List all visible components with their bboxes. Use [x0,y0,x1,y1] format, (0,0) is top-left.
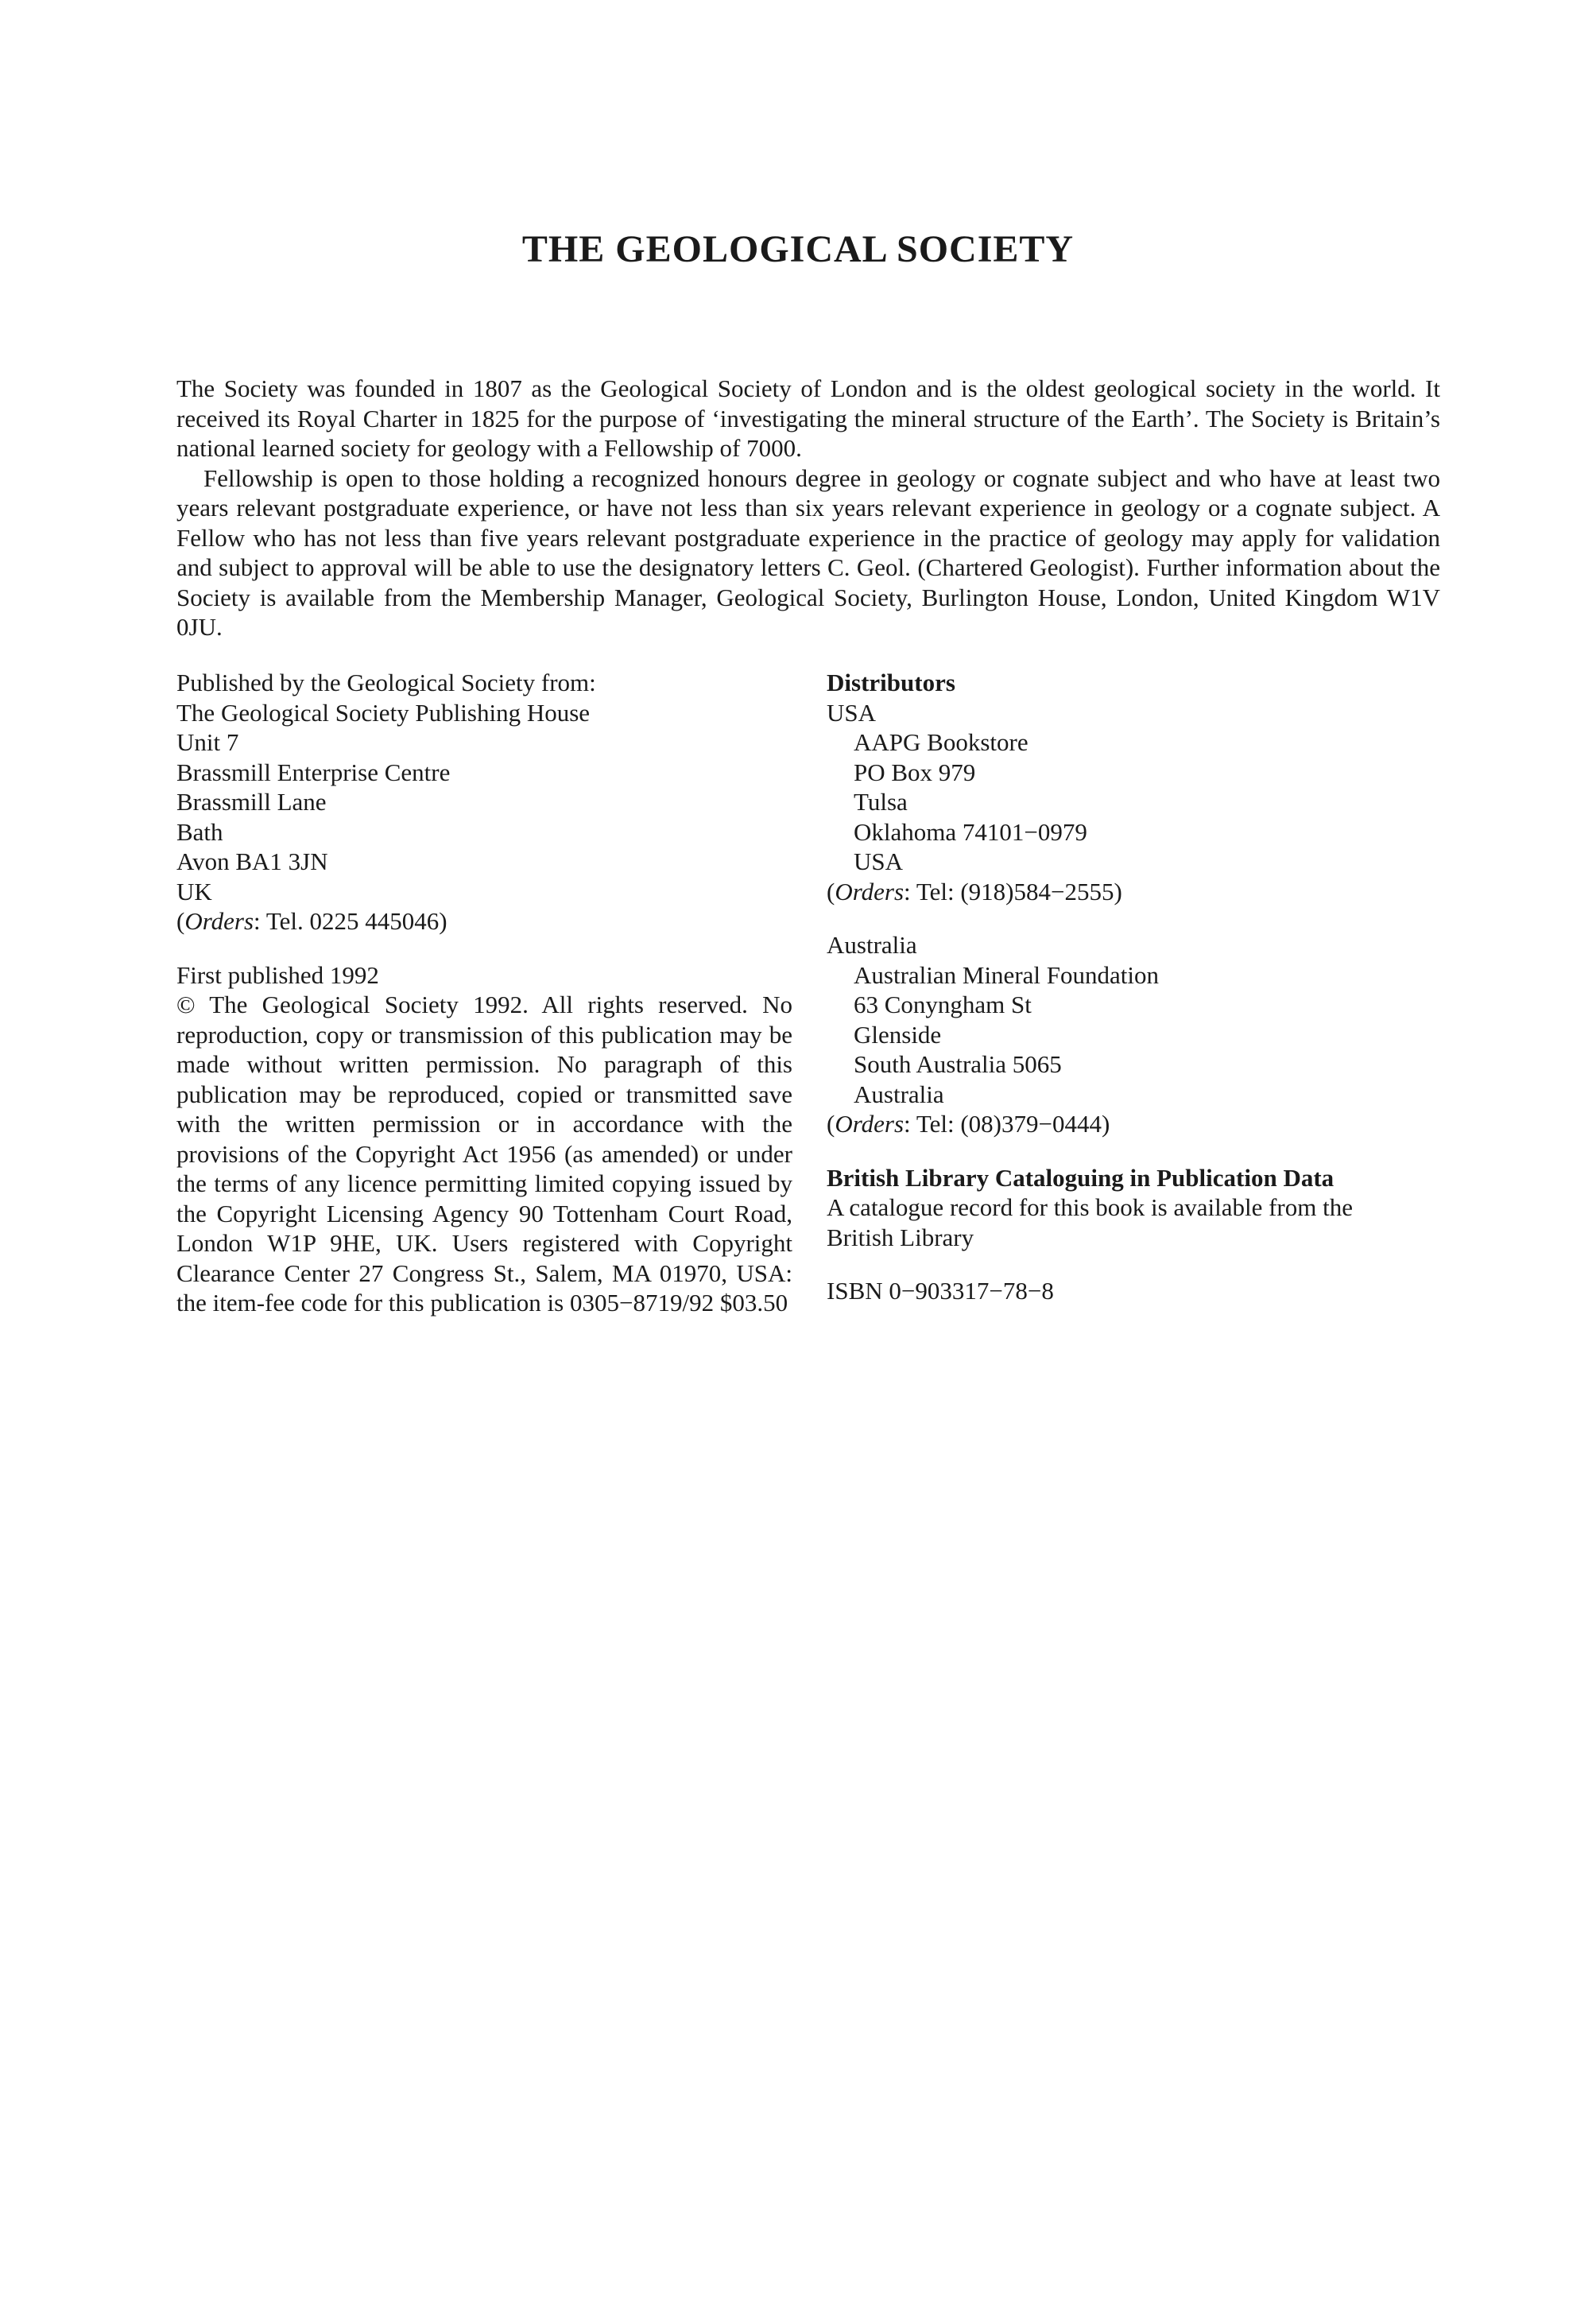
orders-label: Orders [835,1110,905,1138]
orders-label: Orders [835,877,905,905]
orders-value: : Tel. 0225 445046) [254,907,447,935]
distributor-line: Tulsa [854,788,908,816]
distributor-line: Australian Mineral Foundation [854,960,1159,989]
publisher-column [176,668,792,1318]
distributor-australia [827,930,1443,1139]
publisher-line: Brassmill Enterprise Centre [176,758,451,786]
distributor-orders: (Orders: Tel: (918)584−2555) [827,877,1122,905]
orders-label: Orders [184,907,254,935]
publisher-orders: (Orders: Tel. 0225 445046) [176,907,447,935]
distributors-column [827,668,1443,1306]
page-title: THE GEOLOGICAL SOCIETY [521,228,1075,270]
cip-line: A catalogue record for this book is available from the [827,1193,1353,1221]
copyright-notice: © The Geological Society 1992. All rights reserved. No reproduction, copy or transmission of this publication may be made without written permission. No paragraph of this publication may be reproduced, copied or transmitted save with the written permission or in accordance with the provisions of the Copyright Act 1956 (as amended) or under the terms of any licence permitting limited copying issued by the Copyright Licensing Agency 90 Tottenham Court Road, London W1P 9HE, UK. Users registered with Copyright Clearance Center 27 Congress St., Salem, MA 01970, USA: the item-fee code for this publication is 0305−8719/92 $03.50 [176,991,792,1317]
distributor-line: Australia [854,1080,944,1108]
distributor-line: Oklahoma 74101−0979 [854,817,1087,846]
distributor-line: South Australia 5065 [854,1050,1062,1078]
distributor-line: USA [854,847,904,875]
distributor-line: Glenside [854,1020,942,1049]
isbn: ISBN 0−903317−78−8 [827,1277,1054,1305]
publisher-line: Unit 7 [176,728,239,756]
cip-line: British Library [827,1223,974,1251]
first-published: First published 1992 [176,960,379,989]
publisher-line: UK [176,877,212,905]
publisher-line: Bath [176,817,223,846]
society-description [176,374,1440,642]
publisher-line: Published by the Geological Society from: [176,669,596,696]
publisher-line: The Geological Society Publishing House [176,698,591,727]
distributor-country: USA [827,698,877,727]
distributor-line: AAPG Bookstore [854,728,1028,756]
cip-heading: British Library Cataloguing in Publication Data [827,1163,1335,1192]
publisher-address [176,668,792,937]
distributor-usa [827,698,1443,907]
orders-value: : Tel: (08)379−0444) [904,1110,1110,1138]
cip-block [827,1163,1443,1253]
publisher-line: Avon BA1 3JN [176,847,328,875]
distributor-line: 63 Conyngham St [854,991,1032,1018]
distributor-line: PO Box 979 [854,758,976,786]
publisher-line: Brassmill Lane [176,788,327,816]
intro-paragraph-1: The Society was founded in 1807 as the Geological Society of London and is the oldest geological society in the world. It received its Royal Charter in 1825 for the purpose of ‘investigating the mineral structure of the Earth’. The Society is Britain’s national learned society for geology with a Fellowship of 7000. [176,374,1440,462]
orders-value: : Tel: (918)584−2555) [904,877,1122,905]
distributor-orders: (Orders: Tel: (08)379−0444) [827,1110,1110,1138]
intro-paragraph-2: Fellowship is open to those holding a recognized honours degree in geology or cognate subject and who have at least two years relevant postgraduate experience, or have not less than six years relevant experience in geology or a cognate subject. A Fellow who has not less than five years relevant postgraduate experience in the practice of geology may apply for validation and subject to approval will be able to use the designatory letters C. Geol. (Chartered Geologist). Further information about the Society is available from the Membership Manager, Geological Society, Burlington House, London, United Kingdom W1V 0JU. [176,463,1440,641]
distributor-country: Australia [827,931,917,959]
distributors-heading: Distributors [827,669,955,696]
